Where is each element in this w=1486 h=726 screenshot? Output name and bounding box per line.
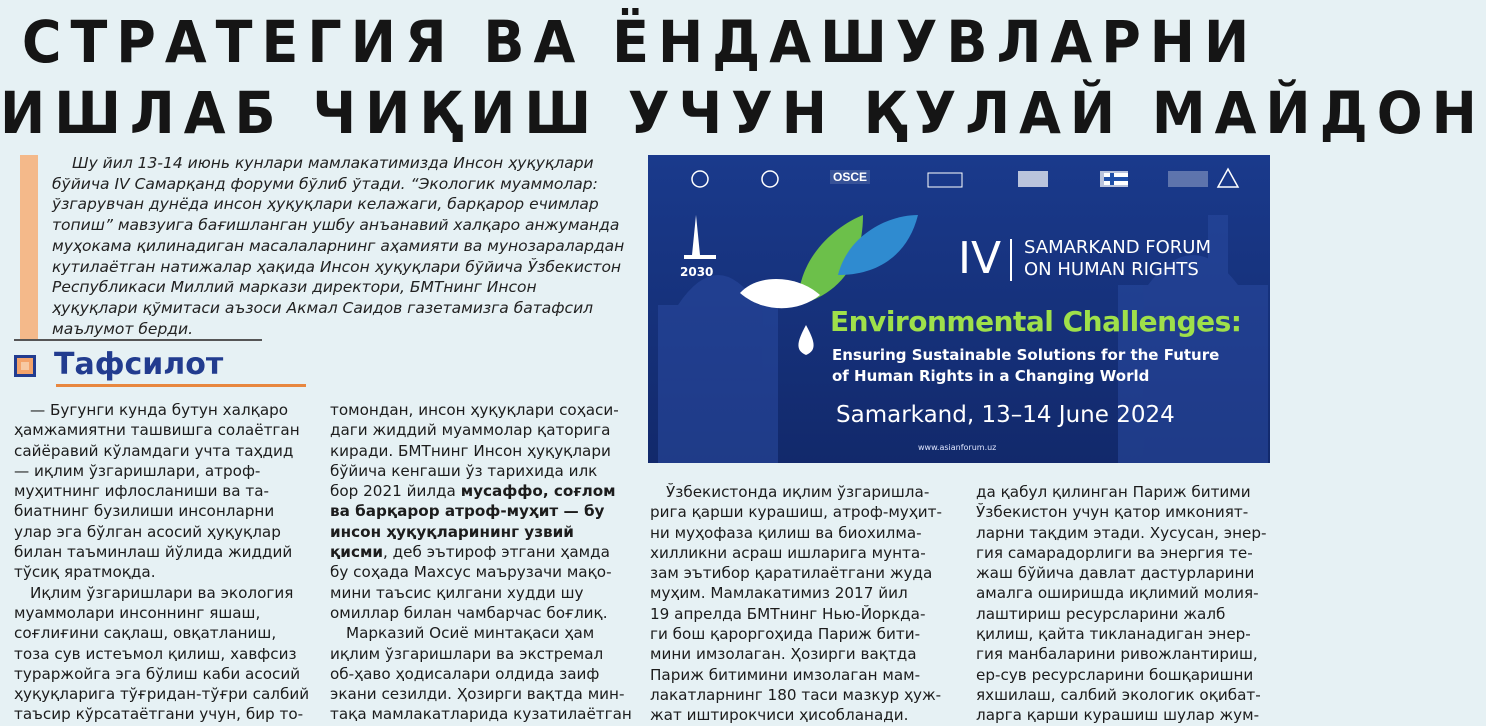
lead-line: Шу йил 13-14 июнь кунлари мамлакатимизда Инсон ҳуқуқлари (72, 154, 594, 172)
body-line: Марказий Осиё минтақаси ҳам (346, 624, 595, 643)
lead-line: маълумот берди. (52, 319, 194, 338)
body-line: соғлиғини сақлаш, овқатланиш, (14, 624, 277, 643)
poster-subtitle-line: of Human Rights in a Changing World (832, 367, 1150, 385)
body-line (330, 522, 622, 542)
bold-phrase: қисми (330, 543, 384, 562)
body-line: муҳим. Мамлакатимиз 2017 йил (650, 584, 908, 603)
forum-divider (1010, 239, 1012, 281)
body-line: да қабул қилинган Париж битими (976, 483, 1251, 501)
body-line (330, 542, 622, 562)
body-line: лаштириш ресурсларини жалб (976, 604, 1226, 623)
poster-subtitle-line: Ensuring Sustainable Solutions for the Future (832, 346, 1220, 364)
headline (0, 7, 1486, 150)
body-line: об-ҳаво ҳодисалари олдида заиф (330, 664, 600, 683)
body-line: Иқлим ўзгаришлари ва экология (30, 583, 294, 602)
body-column-2 (330, 400, 632, 725)
body-line: Ўзбекистон учун қатор имконият- (976, 503, 1249, 522)
lead-accent-bar (20, 155, 38, 340)
lead-line: ўзгарувчан дунёда инсон ҳуқуқлари келажаги, барқарор ечимлар (52, 195, 599, 214)
body-text: , деб эътироф этгани ҳамда (383, 543, 610, 562)
emblem-year: 2030 (680, 265, 714, 279)
lead-line: кутилаётган натижалар ҳақида Инсон ҳуқуқлари бўйича Ўзбекистон (52, 257, 622, 276)
body-line: билан таъминлаш йўлида жиддий (14, 543, 293, 562)
body-line: тоза сув истеъмол қилиш, хавфсиз (14, 644, 297, 663)
rubric-underline (56, 384, 306, 387)
body-line: мини имзолаган. Ҳозирги вақтда (650, 645, 917, 664)
body-line: қилиш, қайта тикланадиган энер- (976, 625, 1251, 644)
body-line: амалга оширишда иқлимий молия- (976, 584, 1259, 603)
body-line: муҳитнинг ифлосланиши ва та- (14, 482, 270, 501)
body-line: биатнинг бузилиши инсонларни (14, 502, 275, 521)
body-line: — иқлим ўзгаришлари, атроф- (14, 461, 261, 480)
body-line: бу соҳада Махсус маърузачи мақо- (330, 563, 612, 582)
section-rubric (12, 347, 302, 385)
body-line (330, 481, 622, 501)
forum-name (1024, 237, 1211, 281)
lead-line: бўйича IV Самарқанд форуми бўлиб ўтади. “Экологик муаммолар: (52, 174, 598, 193)
bold-phrase: мусаффо, соғлом (460, 482, 616, 501)
poster-url: www.asianforum.uz (918, 443, 997, 452)
bold-phrase: инсон ҳуқуқларининг узвий (330, 522, 574, 541)
body-line: улар эга бўлган асосий ҳуқуқлар (14, 522, 281, 541)
body-column-4 (976, 482, 1276, 726)
body-line: омиллар билан чамбарчас боғлиқ. (330, 603, 608, 622)
body-line: зам эътибор қаратилаётгани жуда (650, 564, 933, 583)
body-line: тўсиқ яратмоқда. (14, 563, 156, 582)
body-line: сайёравий кўламдаги учта таҳдид (14, 441, 294, 460)
body-line: тураржойга эга бўлиш каби асосий (14, 664, 301, 683)
body-line: ер-сув ресурсларини бошқаришни (976, 665, 1254, 684)
lead-line: Республикаси Миллий маркази директори, БМТнинг Инсон (52, 278, 537, 297)
lead-line: муҳокама қилинадиган масалаларнинг аҳамияти ва мунозаралардан (52, 236, 625, 255)
body-column-1 (14, 400, 310, 725)
article-lead (52, 153, 632, 339)
body-line: даги жиддий муаммолар қаторига (330, 421, 611, 440)
forum-poster (648, 155, 1270, 463)
headline-line-1: СТРАТЕГИЯ ВА ЁНДАШУВЛАРНИ (21, 7, 1259, 76)
body-line: гия самарадорлиги ва энергия те- (976, 543, 1253, 562)
headline-line-2: ИШЛАБ ЧИҚИШ УЧУН ҚУЛАЙ МАЙДОН (0, 79, 1486, 148)
body-line: ларга қарши курашиш шулар жум- (976, 706, 1260, 725)
body-line: яхшилаш, салбий экологик оқибат- (976, 685, 1261, 704)
body-line: ларни тақдим этади. Хусусан, энер- (976, 523, 1267, 542)
body-line: Париж битимини имзолаган мам- (650, 665, 921, 684)
poster-subtitle (832, 345, 1219, 387)
body-text: бор 2021 йилда (330, 482, 456, 501)
body-line: Ўзбекистонда иқлим ўзгаришла- (666, 483, 930, 501)
forum-name-line: ON HUMAN RIGHTS (1024, 259, 1199, 280)
forum-name-line: SAMARKAND FORUM (1024, 237, 1212, 258)
osce-logo-icon: OSCE (830, 170, 870, 184)
rubric-square-icon (14, 355, 36, 377)
body-line: томондан, инсон ҳуқуқлари соҳаси- (330, 401, 619, 419)
poster-title: Environmental Challenges: (830, 305, 1242, 338)
body-line: ги бош қароргоҳида Париж бити- (650, 625, 921, 644)
body-line: таъсир кўрсатаётгани учун, бир то- (14, 705, 304, 724)
body-line (330, 501, 622, 521)
body-line: киради. БМТнинг Инсон ҳуқуқлари (330, 441, 611, 460)
body-line: экани сезилди. Ҳозирги вақтда мин- (330, 685, 625, 704)
body-line: тақа мамлакатларида кузатилаётган (330, 705, 632, 724)
poster-date: Samarkand, 13–14 June 2024 (836, 402, 1175, 428)
body-line: бўйича кенгаши ўз тарихида илк (330, 461, 598, 480)
body-line: иқлим ўзгаришлари ва экстремал (330, 644, 604, 663)
body-line: муаммолари инсоннинг яшаш, (14, 603, 261, 622)
bold-phrase: ва барқарор атроф-муҳит — бу (330, 502, 605, 521)
lead-line: топиш” мавзуига бағишланган ушбу анъанавий халқаро анжуманда (52, 216, 620, 235)
lead-divider (14, 339, 262, 341)
body-line: ҳамжамиятни ташвишга солаётган (14, 421, 300, 440)
body-line: жаш бўйича давлат дастурларини (976, 564, 1255, 583)
forum-number: IV (958, 233, 1002, 284)
body-line: жат иштирокчиси ҳисобланади. (650, 706, 909, 725)
body-line: рига қарши курашиш, атроф-муҳит- (650, 503, 942, 522)
lead-line: ҳуқуқлари қўмитаси аъзоси Акмал Саидов газетамизга батафсил (52, 298, 594, 317)
body-line: мини таъсис қилгани худди шу (330, 583, 584, 602)
body-line: ҳуқуқларига тўғридан-тўғри салбий (14, 685, 310, 704)
body-line: гия манбаларини ривожлантириш, (976, 645, 1258, 664)
body-line: 19 апрелда БМТнинг Нью-Йоркда- (650, 604, 926, 623)
rubric-title: Тафсилот (54, 347, 224, 382)
body-line: — Бугунги кунда бутун халқаро (30, 401, 289, 419)
body-line: лакатларнинг 180 таси мазкур ҳуж- (650, 685, 942, 704)
body-line: хилликни асраш ишларига мунта- (650, 543, 926, 562)
body-column-3 (650, 482, 950, 726)
body-line: ни муҳофаза қилиш ва биохилма- (650, 523, 922, 542)
